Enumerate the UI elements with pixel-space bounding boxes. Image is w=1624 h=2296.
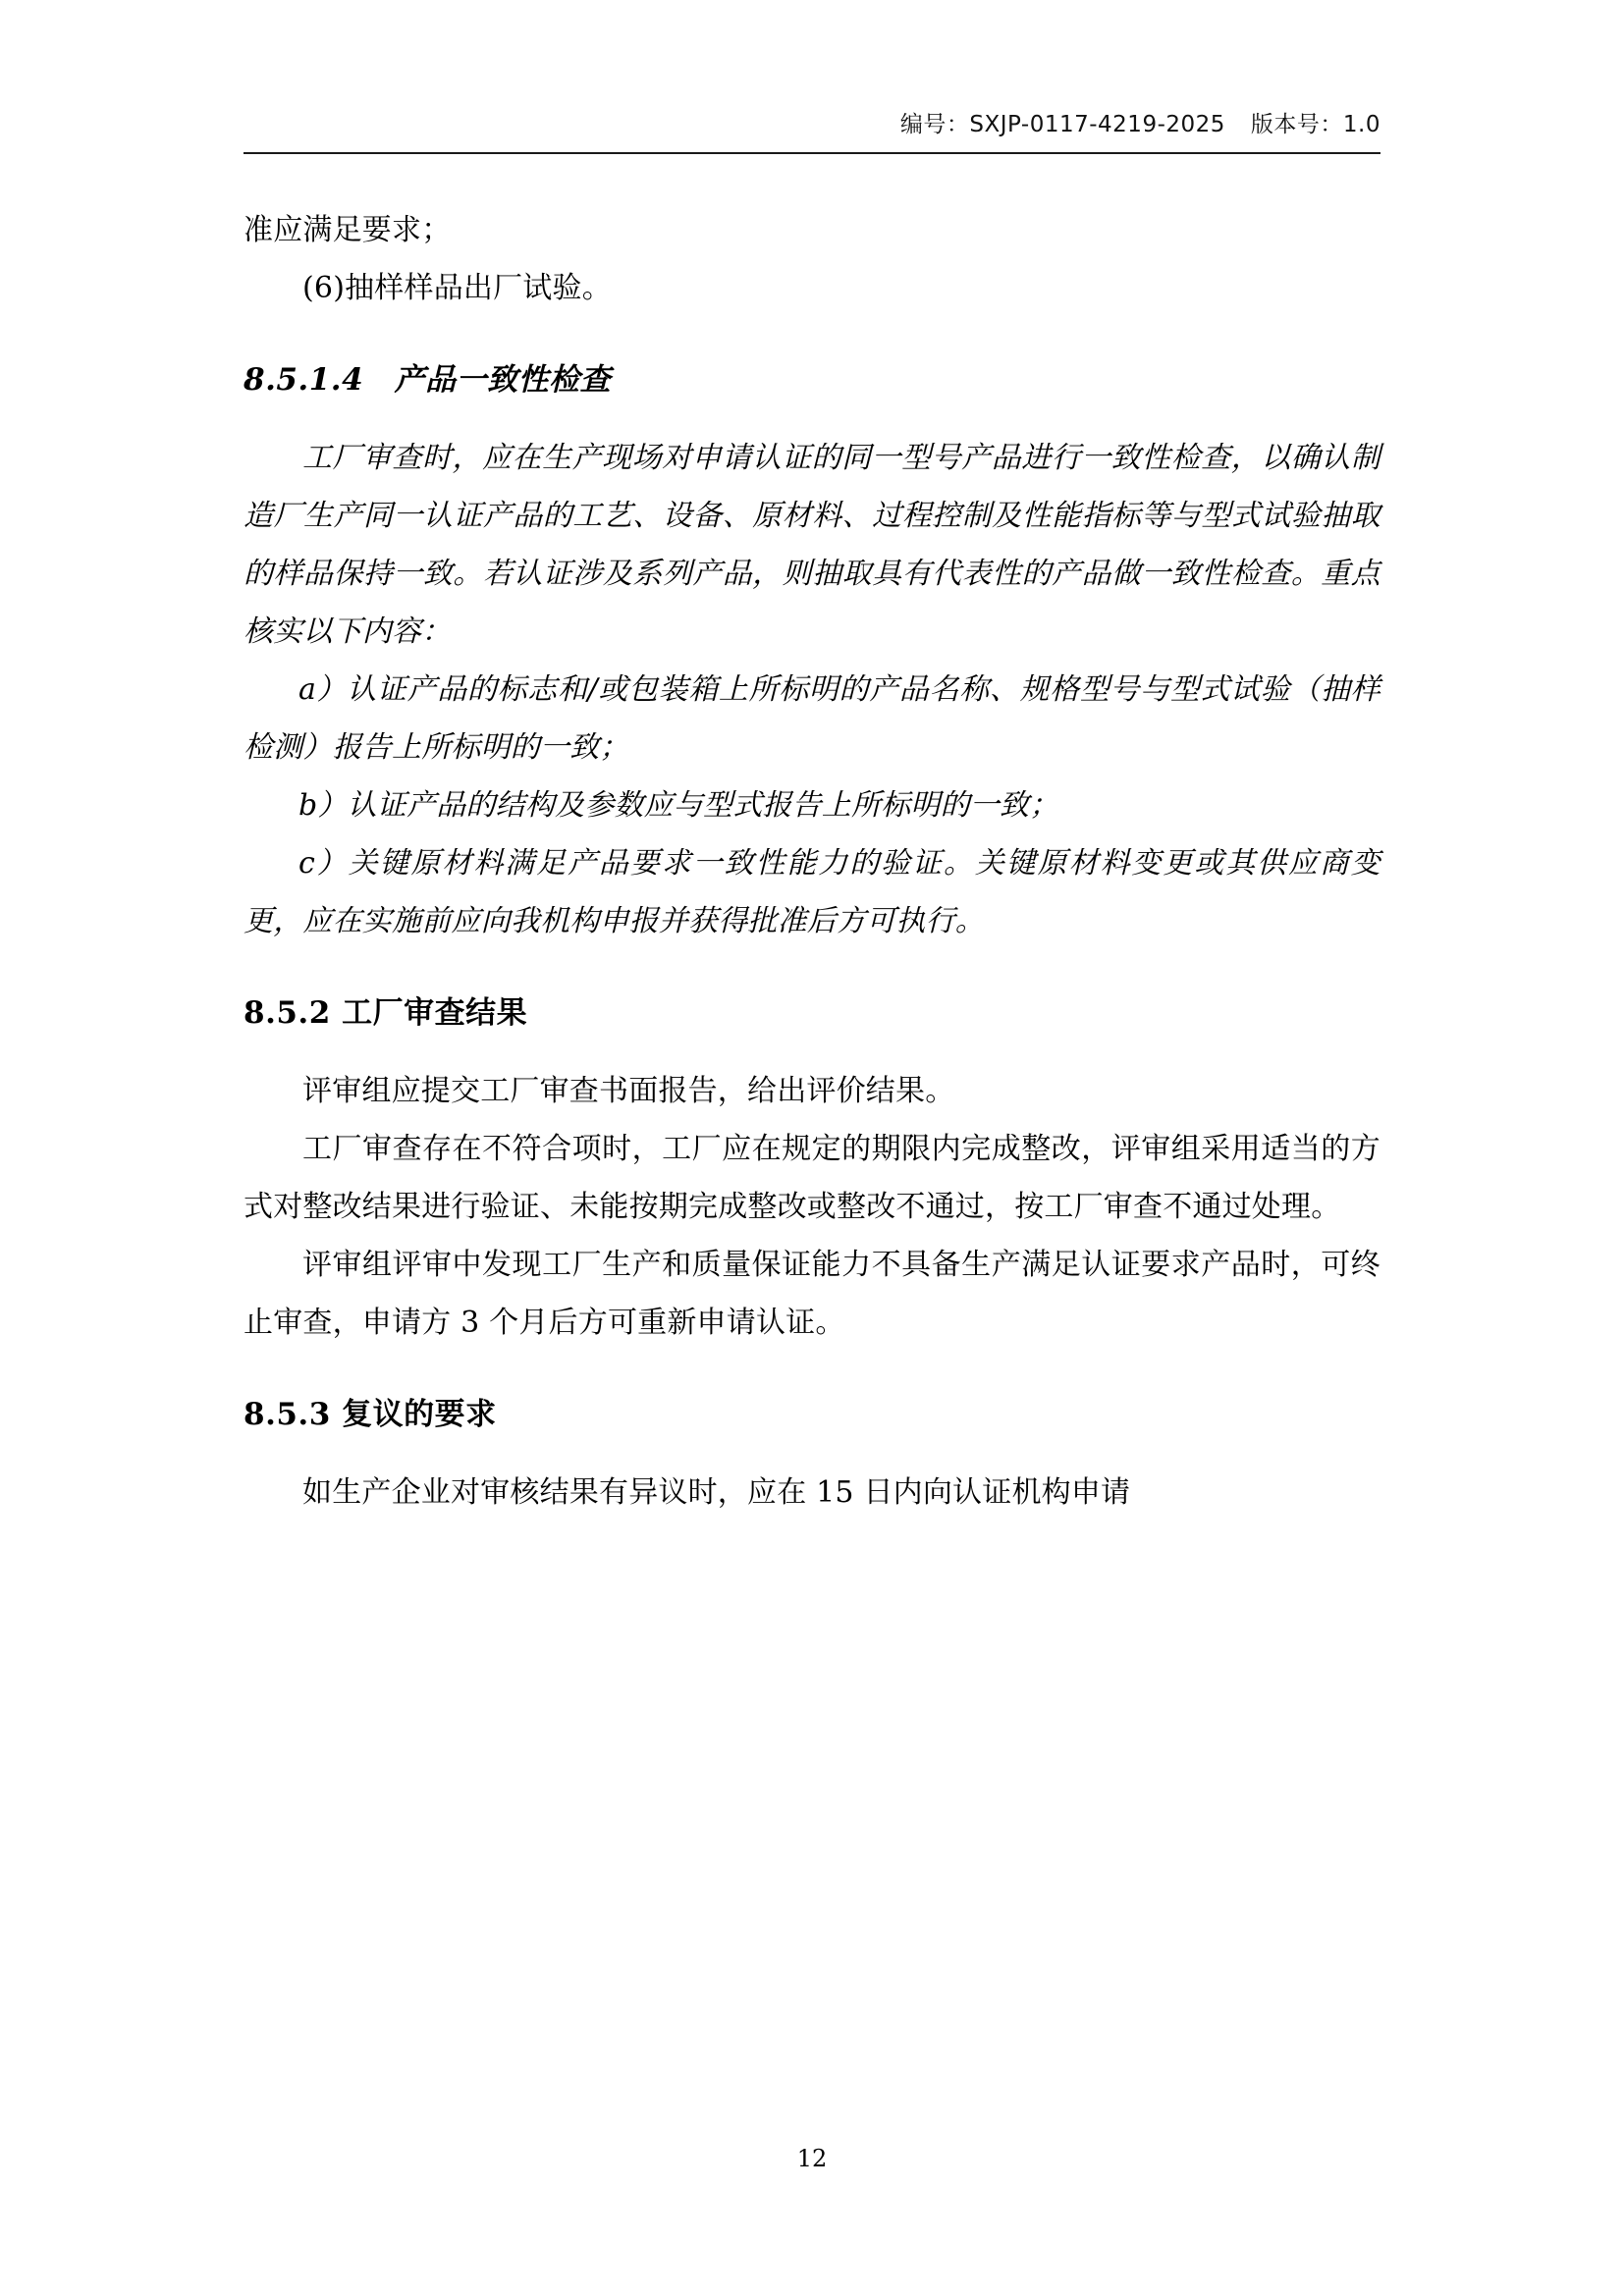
header-divider	[244, 152, 1380, 154]
paragraph-852-1: 评审组应提交工厂审查书面报告，给出评价结果。	[302, 1074, 955, 1108]
paragraph-continued: 准应满足要求；	[244, 213, 452, 247]
document-body	[244, 201, 1380, 1522]
paragraph-853-1: 如生产企业对审核结果有异议时，应在 15 日内向认证机构申请	[302, 1475, 1131, 1510]
list-item-6: (6)抽样样品出厂试验。	[302, 271, 612, 305]
heading-8-5-2: 8.5.2 工厂审查结果	[244, 995, 528, 1031]
paragraph-852-2: 工厂审查存在不符合项时，工厂应在规定的期限内完成整改，评审组采用适当的方式对整改结果进行验证、未能按期完成整改或整改不通过，按工厂审查不通过处理。	[244, 1132, 1380, 1224]
document-version: 版本号：1.0	[1250, 112, 1380, 137]
list-item-a: a）认证产品的标志和/或包装箱上所标明的产品名称、规格型号与型式试验（抽样检测）报告上所标明的一致；	[244, 672, 1380, 765]
list-item-c: c）关键原材料满足产品要求一致性能力的验证。关键原材料变更或其供应商变更，应在实施前应向我机构申报并获得批准后方可执行。	[244, 846, 1380, 938]
paragraph-consistency-check: 工厂审查时，应在生产现场对申请认证的同一型号产品进行一致性检查，以确认制造厂生产同一认证产品的工艺、设备、原材料、过程控制及性能指标等与型式试验抽取的样品保持一致。若认证涉及系列产品，则抽取具有代表性的产品做一致性检查。重点核实以下内容：	[244, 441, 1380, 649]
page-header	[244, 106, 1380, 138]
spacer	[244, 1042, 1380, 1062]
spacer	[244, 1444, 1380, 1464]
heading-8-5-3: 8.5.3 复议的要求	[244, 1397, 497, 1432]
spacer	[244, 317, 1380, 350]
page-number: 12	[796, 2145, 828, 2172]
spacer	[244, 1352, 1380, 1385]
document-number: 编号：SXJP-0117-4219-2025	[899, 112, 1225, 137]
list-item-b: b）认证产品的结构及参数应与型式报告上所标明的一致；	[298, 788, 1059, 823]
heading-8-5-1-4: 8.5.1.4 产品一致性检查	[244, 362, 612, 398]
paragraph-852-3: 评审组评审中发现工厂生产和质量保证能力不具备生产满足认证要求产品时，可终止审查，申请方 3 个月后方可重新申请认证。	[244, 1248, 1380, 1340]
spacer	[244, 950, 1380, 984]
spacer	[244, 409, 1380, 429]
